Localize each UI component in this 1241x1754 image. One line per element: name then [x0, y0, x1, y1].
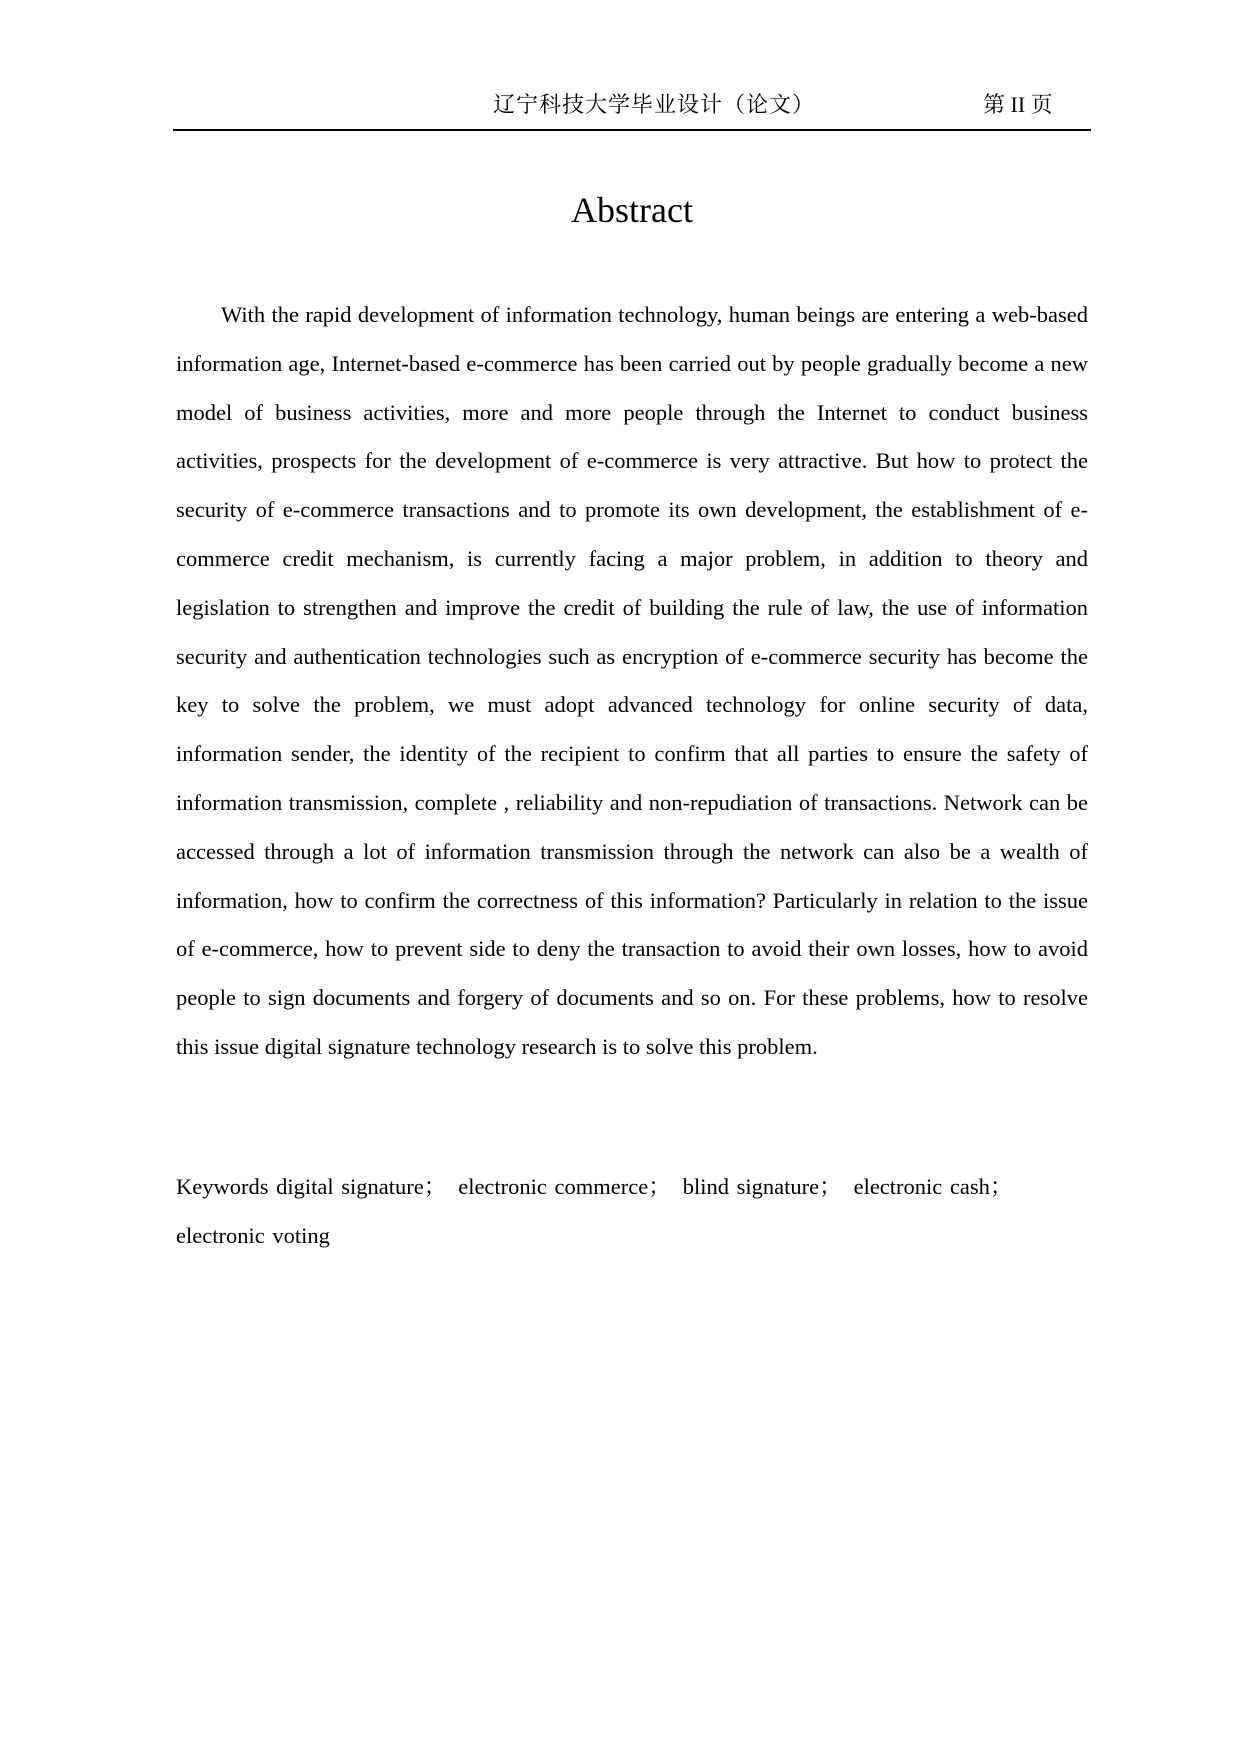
page-header [173, 82, 1091, 122]
keyword-item: blind signature； [682, 1174, 842, 1199]
abstract-title: Abstract [571, 190, 693, 230]
header-page-number: 第 II 页 [983, 92, 1053, 117]
header-title: 辽宁科技大学毕业设计（论文） [493, 92, 816, 117]
abstract-body: With the rapid development of information technology, human beings are entering a web-based information age, Internet-based e-commerce has been carried out by people gradually become a new model of business activities, more and more people through the Internet to conduct business activities, prospects for the development of e-commerce is very attractive. But how to protect the security of e-commerce transactions and to promote its own development, the establishment of e-commerce credit mechanism, is currently facing a major problem, in addition to theory and legislation to strengthen and improve the credit of building the rule of law, the use of information security and authentication technologies such as encryption of e-commerce security has become the key to solve the problem, we must adopt advanced technology for online security of data, information sender, the identity of the recipient to confirm that all parties to ensure the safety of information transmission, complete , reliability and non-repudiation of transactions. Network can be accessed through a lot of information transmission through the network can also be a wealth of information, how to confirm the correctness of this information? Particularly in relation to the issue of e-commerce, how to prevent side to deny the transaction to avoid their own losses, how to avoid people to sign documents and forgery of documents and so on. For these problems, how to resolve this issue digital signature technology research is to solve this problem. [176, 302, 1088, 1059]
keyword-item: digital signature； [276, 1174, 447, 1199]
keyword-item: electronic cash； [853, 1174, 1013, 1199]
keyword-item: electronic commerce； [458, 1174, 671, 1199]
header-rule [173, 129, 1091, 131]
keywords-label: Keywords [176, 1174, 269, 1199]
keywords [176, 1163, 1088, 1261]
keyword-item: electronic voting [176, 1222, 330, 1248]
